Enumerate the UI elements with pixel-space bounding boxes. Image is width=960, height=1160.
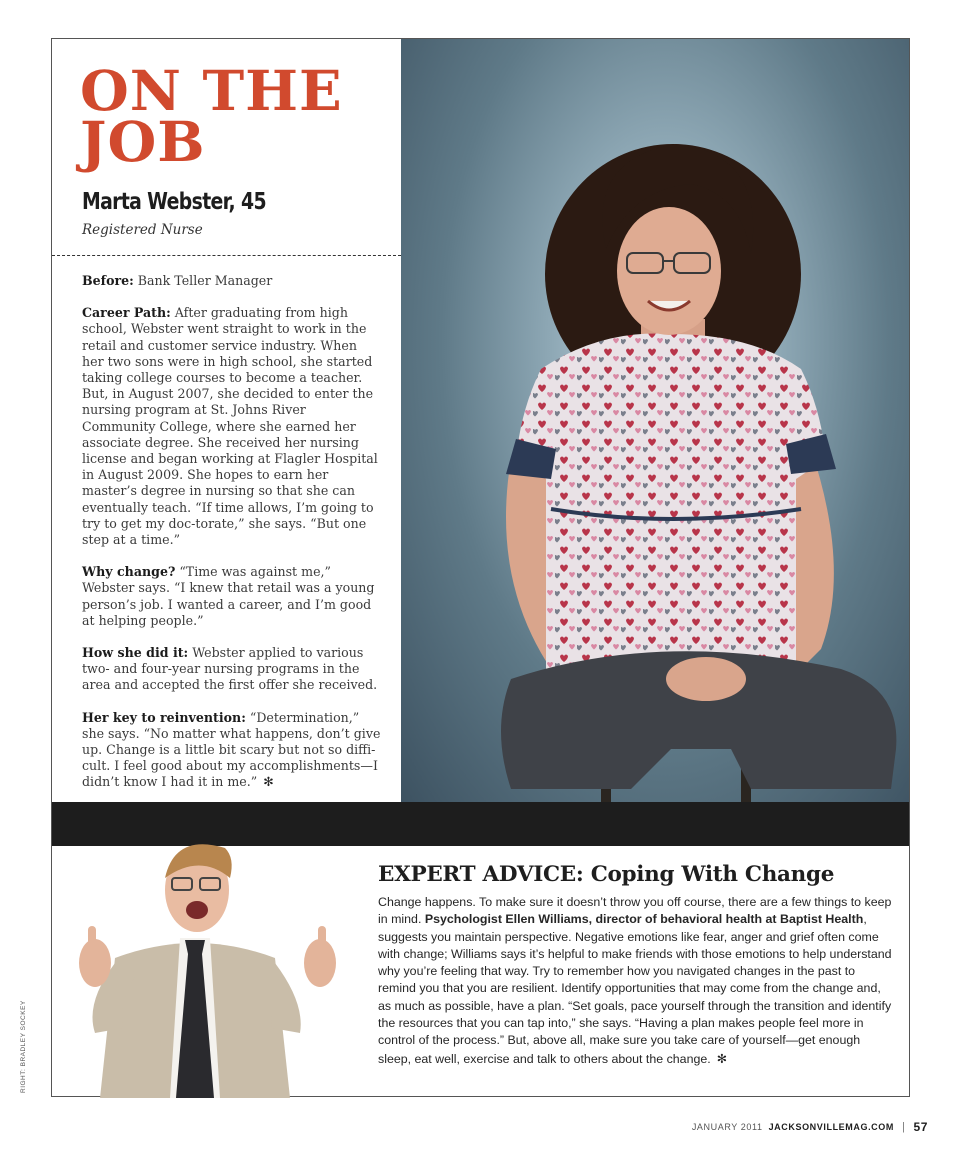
expert-advice-body [378, 894, 892, 1068]
section-text: “Time was against me,” Webster says. “I knew that retail was a young person’s job. I wanted a career, and I’m good at helping people.” [82, 564, 375, 628]
section-why-change [82, 564, 382, 629]
page-footer [692, 1120, 928, 1134]
dashed-divider [52, 255, 401, 256]
section-label: Why change? [82, 564, 176, 580]
headline-line-1: ON THE [80, 59, 343, 124]
end-mark-icon: ✻ [263, 774, 274, 790]
section-text: “Determination,” she says. “No matter what happens, don’t give up. Change is a little bit scary but not so diffi-cult. I feel good about my accomplishments—I didn’t know I had it in me.” [82, 709, 381, 790]
expert-text: , suggests you maintain perspective. Negative emotions like fear, anger and grief often come with change; Williams says it’s helpful to make friends with those emotions to help understand why you’re feeling that way. Try to remember how you navigated changes in the past to remind you that you are resilient. Identify opportunities that may come from the change and, as much as possible, have a plan. “Set goals, pace yourself through the transition and identify the resources that you can tap into,” she says. “Having a plan makes people feel more in control of the process.” But, above all, make sure you take care of yourself—get enough sleep, eat well, exercise and talk to others about the change. [378, 912, 892, 1066]
profile-column [52, 39, 401, 802]
section-text: After graduating from high school, Webster went straight to work in the retail and customer service industry. When her two sons were in high school, she started taking college courses to become a teacher. But, in August 2007, she decided to enter the nursing program at St. Johns River Community College, where she earned her associate degree. She received her nursing license and began working at Flagler Hospital in August 2009. She hopes to earn her master’s degree in nursing so that she can eventually teach. “If time allows, I’m going to try to get my doc-torate,” she says. “But one step at a time.” [82, 305, 378, 548]
headline-line-2: JOB [80, 110, 206, 175]
profile-body [82, 273, 382, 807]
section-label: Career Path: [82, 305, 171, 321]
expert-advice-title: EXPERT ADVICE: Coping With Change [378, 862, 835, 887]
section-how [82, 645, 382, 694]
section-label: Before: [82, 273, 134, 288]
person-name: Marta Webster, 45 [82, 189, 266, 215]
portrait-photo [401, 39, 909, 802]
expert-source: Psychologist Ellen Williams, director of behavioral health at Baptist Health [424, 912, 864, 927]
issue-date: JANUARY 2011 [691, 1122, 763, 1132]
expert-photo [60, 818, 360, 1098]
photo-credit: RIGHT: BRADLEY SOCKEY [20, 1000, 27, 1093]
shouting-man-illustration [60, 818, 360, 1098]
footer-separator: | [901, 1121, 906, 1133]
end-mark-icon: ✻ [716, 1050, 728, 1066]
section-text: Bank Teller Manager [137, 273, 273, 288]
section-text: Webster applied to various two- and four-year nursing programs in the area and accepted the first offer she received. [82, 645, 378, 693]
person-role: Registered Nurse [82, 222, 203, 238]
site-url: JACKSONVILLEMAG.COM [768, 1122, 894, 1132]
section-label: Her key to reinvention: [82, 709, 246, 725]
section-key [82, 710, 382, 791]
headline [80, 59, 343, 175]
section-career-path [82, 305, 382, 548]
page-number: 57 [913, 1120, 928, 1134]
section-before [82, 273, 382, 289]
expert-intro: Change happens. To make sure it doesn’t throw you off course, there are a few things to keep in mind. [378, 895, 892, 927]
portrait-illustration [401, 39, 909, 802]
section-label: How she did it: [82, 645, 189, 661]
